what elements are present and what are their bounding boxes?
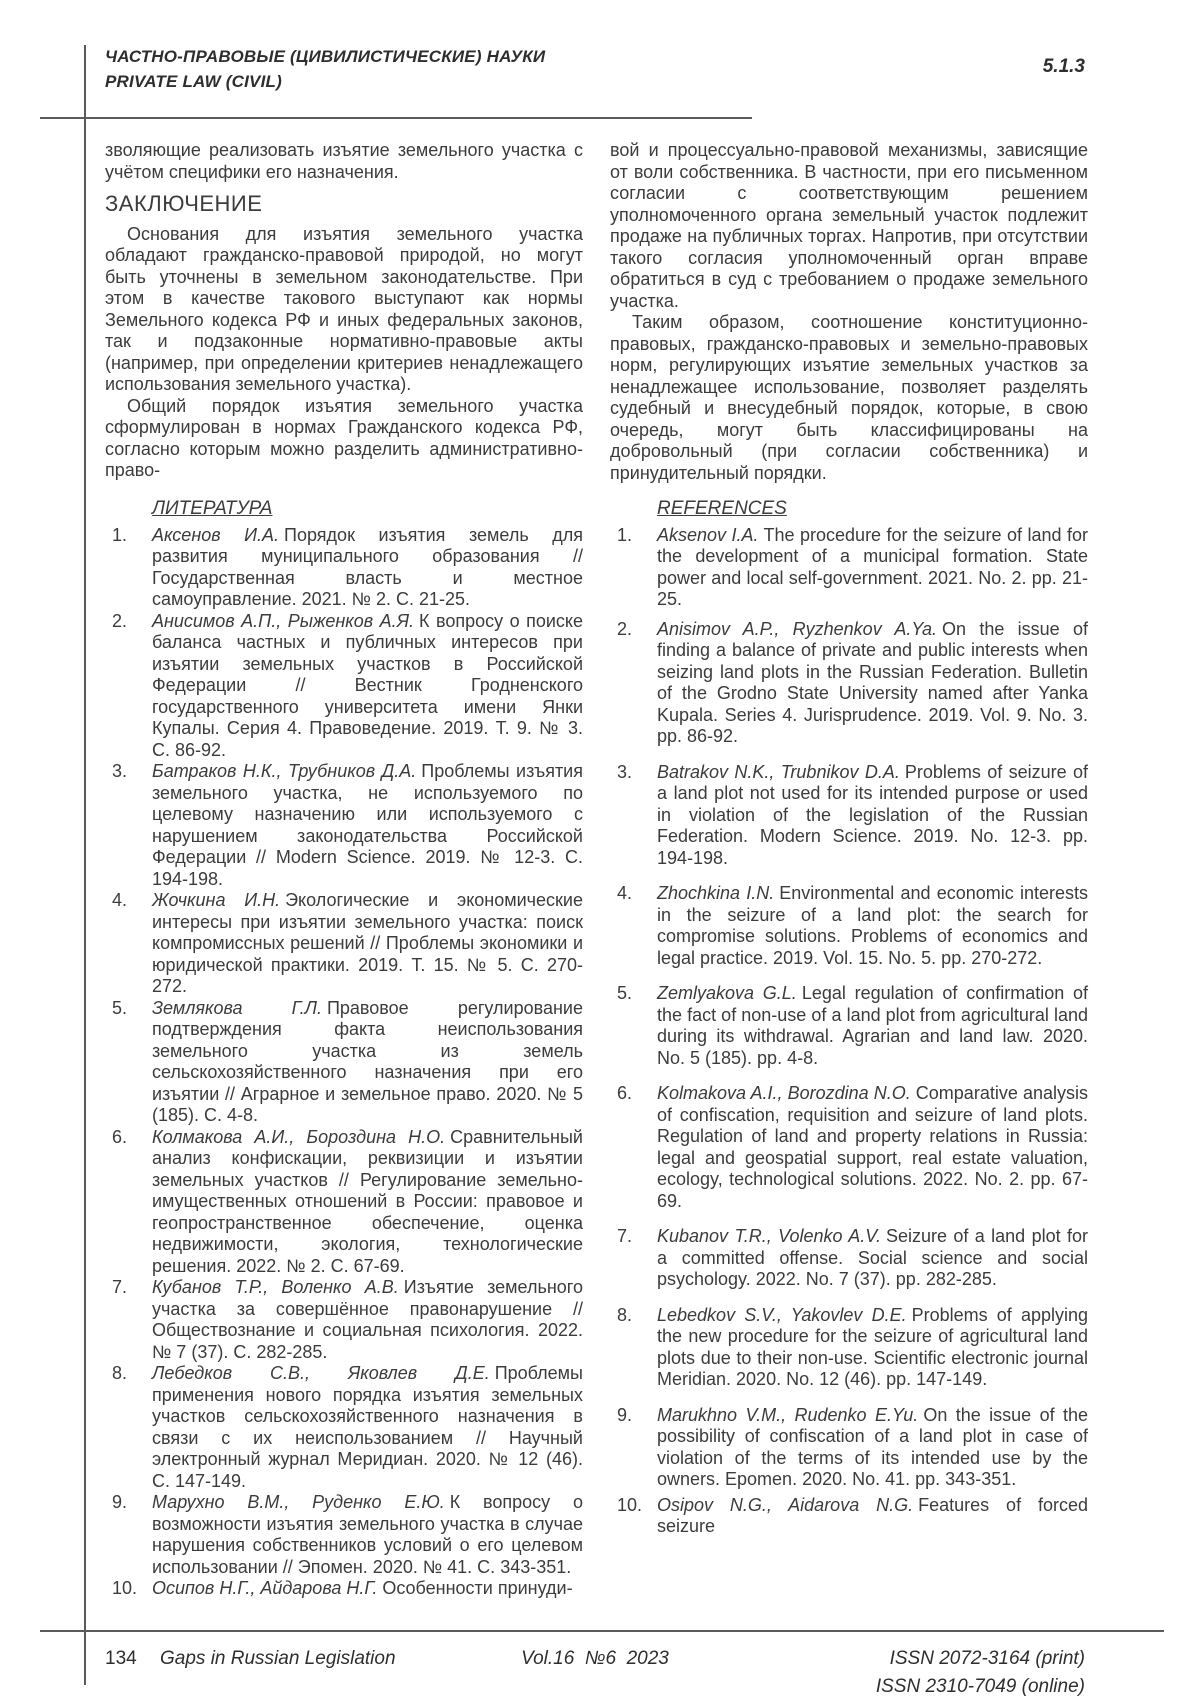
reference-text: Изъятие земельного участка за совершённое правонарушение // Обществознание и социальная психология. 2022. № 7 (37). С. 282-285. bbox=[152, 1277, 583, 1362]
reference-item bbox=[610, 525, 1088, 611]
reference-number: 2. bbox=[617, 618, 633, 639]
page-header bbox=[105, 44, 1095, 94]
reference-text: On the issue of the possibility of confiscation of a land plot in case of violation of the terms of its intended use by the owners. Epomen. 2020. No. 41. pp. 343-351. bbox=[657, 1404, 1089, 1489]
reference-text: Сравнительный анализ конфискации, реквизиции и изъятии земельных участков // Регулирование земельно-имущественных отношений в России: правовое и геопространственное обеспечение, оценка недвижимости, экология, технологические решения. 2022. № 2. С. 67-69. bbox=[152, 1126, 583, 1276]
reference-text: Features of forced seizure bbox=[657, 1494, 1089, 1536]
reference-number: 6. bbox=[617, 1083, 633, 1103]
reference-item bbox=[105, 1127, 583, 1278]
issn-print: ISSN 2072-3164 (print) bbox=[889, 1648, 1085, 1669]
reference-text: Экологические и экономические интересы при изъятии земельного участка: поиск компромиссных решений // Проблемы экономики и юридической практики. 2019. Т. 15. № 5. С. 270-272. bbox=[152, 890, 583, 996]
reference-item bbox=[105, 1492, 583, 1578]
reference-number: 1. bbox=[112, 524, 128, 545]
references-heading: REFERENCES bbox=[657, 498, 787, 519]
paragraph: Таким образом, соотношение конституционно-правовых, гражданско-правовых и земельно-правовых норм, регулирующих изъятие земельных участков за ненадлежащее использование, позволяет разделять судебный и внесудебный порядок, которые, в свою очередь, могут быть классифицированы на добровольный (при согласии собственника) и принудительный порядки. bbox=[610, 312, 1088, 483]
issn-online: ISSN 2310-7049 (online) bbox=[875, 1676, 1085, 1697]
reference-number: 10. bbox=[112, 1578, 138, 1598]
page-number: 134 bbox=[105, 1648, 137, 1669]
left-column bbox=[105, 140, 583, 1600]
reference-authors: Колмакова А.И., Бороздина Н.О. bbox=[152, 1126, 446, 1147]
reference-number: 3. bbox=[617, 761, 633, 782]
reference-number: 5. bbox=[617, 983, 633, 1003]
reference-text: К вопросу о возможности изъятия земельного участка в случае нарушения собственников условий о его целевом использовании // Эпомен. 2020. № 41. С. 343-351. bbox=[152, 1492, 583, 1577]
reference-number: 8. bbox=[617, 1304, 633, 1325]
reference-authors: Anisimov A.P., Ryzhenkov A.Ya. bbox=[657, 618, 938, 639]
right-column bbox=[610, 140, 1088, 1600]
reference-item bbox=[610, 619, 1088, 748]
left-column-text bbox=[105, 140, 583, 498]
reference-item bbox=[105, 1363, 583, 1492]
reference-text: Environmental and economic interests in the seizure of a land plot: the search for compromise solutions. Problems of economics and legal practice. 2019. Vol. 15. No. 5. pp. 270-272. bbox=[657, 883, 1088, 968]
reference-item bbox=[105, 1277, 583, 1363]
reference-authors: Батраков Н.К., Трубников Д.А. bbox=[152, 761, 417, 781]
reference-text: Проблемы изъятия земельного участка, не используемого по целевому назначению или используемого с нарушением законодательства Российской Федерации // Modern Science. 2019. № 12-3. С. 194-198. bbox=[152, 761, 583, 889]
reference-text: Seizure of a land plot for a committed offense. Social science and social psychology. 2022. No. 7 (37). pp. 282-285. bbox=[657, 1226, 1088, 1289]
reference-authors: Лебедков С.В., Яковлев Д.Е. bbox=[152, 1363, 490, 1383]
left-margin-rule bbox=[84, 45, 86, 1685]
section-title-ru: ЧАСТНО-ПРАВОВЫЕ (ЦИВИЛИСТИЧЕСКИЕ) НАУКИ bbox=[105, 47, 546, 66]
reference-item bbox=[610, 1495, 1088, 1538]
reference-text: Legal regulation of confirmation of the fact of non-use of a land plot from agricultural land during its withdrawal. Agrarian and land law. 2020. No. 5 (185). pp. 4-8. bbox=[657, 983, 1089, 1068]
reference-authors: Анисимов А.П., Рыженков А.Я. bbox=[152, 610, 414, 631]
reference-text: Правовое регулирование подтверждения факта неиспользования земельного участка из земель сельскохозяйственного назначения при его изъятии // Аграрное и земельное право. 2020. № 5 (185). С. 4-8. bbox=[152, 997, 583, 1125]
reference-number: 7. bbox=[617, 1226, 633, 1246]
reference-item bbox=[610, 883, 1088, 969]
reference-authors: Batrakov N.K., Trubnikov D.A. bbox=[657, 761, 900, 782]
reference-text: Comparative analysis of confiscation, requisition and seizure of land plots. Regulation of land and property relations in Russia: legal and geospatial support, real estate valuation, ecology, technological solutions. 2022. No. 2. pp. 67-69. bbox=[657, 1083, 1088, 1211]
reference-item bbox=[610, 1405, 1088, 1491]
reference-item bbox=[105, 998, 583, 1127]
header-divider bbox=[40, 117, 752, 119]
paragraph: Основания для изъятия земельного участка обладают гражданско-правовой природой, но могут быть уточнены в земельном законодательстве. При этом в качестве такового выступают как нормы Земельного кодекса РФ и иных федеральных законов, так и подзаконные нормативно-правовые акты (например, при определении критериев ненадлежащего использования земельного участка). bbox=[105, 223, 583, 394]
paragraph: Общий порядок изъятия земельного участка сформулирован в нормах Гражданского кодекса РФ, согласно которым можно разделить административно-право- bbox=[105, 395, 583, 480]
reference-item bbox=[610, 983, 1088, 1069]
reference-authors: Lebedkov S.V., Yakovlev D.E. bbox=[657, 1304, 907, 1325]
reference-text: Проблемы применения нового порядка изъятия земельных участков сельскохозяйственного назначения в связи с их неиспользованием // Научный электронный журнал Меридиан. 2020. № 12 (46). С. 147-149. bbox=[152, 1363, 583, 1491]
footer-divider bbox=[40, 1630, 1164, 1632]
reference-authors: Aksenov I.A. bbox=[657, 524, 759, 545]
reference-text: Особенности принуди- bbox=[382, 1578, 573, 1598]
article-body bbox=[105, 140, 1088, 1600]
reference-number: 8. bbox=[112, 1363, 128, 1383]
paragraph: вой и процессуально-правовой механизмы, зависящие от воли собственника. В частности, при его письменном согласии с соответствующим решением уполномоченного органа земельный участок подлежит продаже на публичных торгах. Напротив, при отсутствии такого согласия уполномоченный орган вправе обратиться в суд с требованием о продаже земельного участка. bbox=[610, 140, 1088, 311]
reference-authors: Zhochkina I.N. bbox=[657, 883, 775, 903]
reference-item bbox=[610, 1305, 1088, 1391]
reference-authors: Землякова Г.Л. bbox=[152, 997, 322, 1018]
reference-authors: Zemlyakova G.L. bbox=[657, 983, 797, 1003]
reference-item bbox=[610, 1226, 1088, 1291]
specialty-code: 5.1.3 bbox=[1042, 56, 1085, 77]
reference-number: 1. bbox=[617, 524, 633, 545]
volume-issue: Vol.16 №6 2023 bbox=[521, 1648, 669, 1669]
reference-authors: Kubanov T.R., Volenko A.V. bbox=[657, 1226, 881, 1246]
paragraph: зволяющие реализовать изъятие земельного участка с учётом специфики его назначения. bbox=[105, 140, 583, 182]
reference-text: К вопросу о поиске баланса частных и публичных интересов при изъятии земельных участков в Российской Федерации // Вестник Гродненского государственного университета имени Янки Купалы. Серия 4. Правоведение. 2019. Т. 9. № 3. С. 86-92. bbox=[152, 610, 584, 760]
reference-number: 7. bbox=[112, 1277, 128, 1297]
reference-number: 4. bbox=[112, 890, 128, 910]
journal-title: Gaps in Russian Legislation bbox=[160, 1648, 396, 1669]
reference-authors: Осипов Н.Г., Айдарова Н.Г. bbox=[152, 1578, 378, 1598]
section-title-en: PRIVATE LAW (CIVIL) bbox=[105, 72, 282, 91]
reference-number: 5. bbox=[112, 997, 128, 1018]
reference-item bbox=[610, 762, 1088, 870]
reference-authors: Osipov N.G., Aidarova N.G. bbox=[657, 1494, 914, 1515]
reference-text: Problems of seizure of a land plot not used for its intended purpose or used in violation of the legislation of the Russian Federation. Modern Science. 2019. No. 12-3. pp. 194-198. bbox=[657, 761, 1089, 868]
reference-authors: Жочкина И.Н. bbox=[152, 890, 281, 910]
reference-item bbox=[105, 761, 583, 890]
conclusion-heading: ЗАКЛЮЧЕНИЕ bbox=[105, 191, 263, 216]
reference-text: The procedure for the seizure of land for the development of a municipal formation. State power and local self-government. 2021. No. 2. pp. 21-25. bbox=[657, 524, 1088, 609]
reference-number: 2. bbox=[112, 610, 128, 631]
reference-item bbox=[105, 611, 583, 762]
reference-authors: Кубанов Т.Р., Воленко А.В. bbox=[152, 1277, 399, 1297]
section-titles bbox=[105, 44, 545, 94]
reference-number: 9. bbox=[112, 1492, 128, 1512]
reference-number: 3. bbox=[112, 761, 128, 781]
reference-number: 9. bbox=[617, 1404, 633, 1425]
reference-authors: Marukhno V.M., Rudenko E.Yu. bbox=[657, 1404, 919, 1425]
reference-item bbox=[105, 890, 583, 998]
reference-text: Problems of applying the new procedure for the seizure of agricultural land plots due to their non-use. Scientific electronic journal Meridian. 2020. No. 12 (46). pp. 147-149. bbox=[657, 1304, 1088, 1389]
reference-authors: Аксенов И.А. bbox=[152, 524, 280, 545]
reference-item bbox=[105, 1578, 583, 1600]
issn-block bbox=[876, 1645, 1085, 1697]
reference-item bbox=[610, 1083, 1088, 1212]
reference-number: 4. bbox=[617, 883, 633, 903]
reference-text: Порядок изъятия земель для развития муниципального образования // Государственная власть и местное самоуправление. 2021. № 2. С. 21-25. bbox=[152, 524, 583, 609]
right-column-text bbox=[610, 140, 1088, 498]
reference-text: On the issue of finding a balance of private and public interests when seizing land plots in the Russian Federation. Bulletin of the Grodno State University named after Yanka Kupala. Series 4. Jurisprudence. 2019. Vol. 9. No. 3. pp. 86-92. bbox=[657, 618, 1088, 746]
reference-authors: Kolmakova A.I., Borozdina N.O. bbox=[657, 1083, 911, 1103]
reference-item bbox=[105, 525, 583, 611]
reference-authors: Марухно В.М., Руденко Е.Ю. bbox=[152, 1492, 445, 1512]
reference-number: 6. bbox=[112, 1126, 128, 1147]
reference-number: 10. bbox=[617, 1494, 643, 1515]
literature-heading: ЛИТЕРАТУРА bbox=[152, 498, 273, 519]
